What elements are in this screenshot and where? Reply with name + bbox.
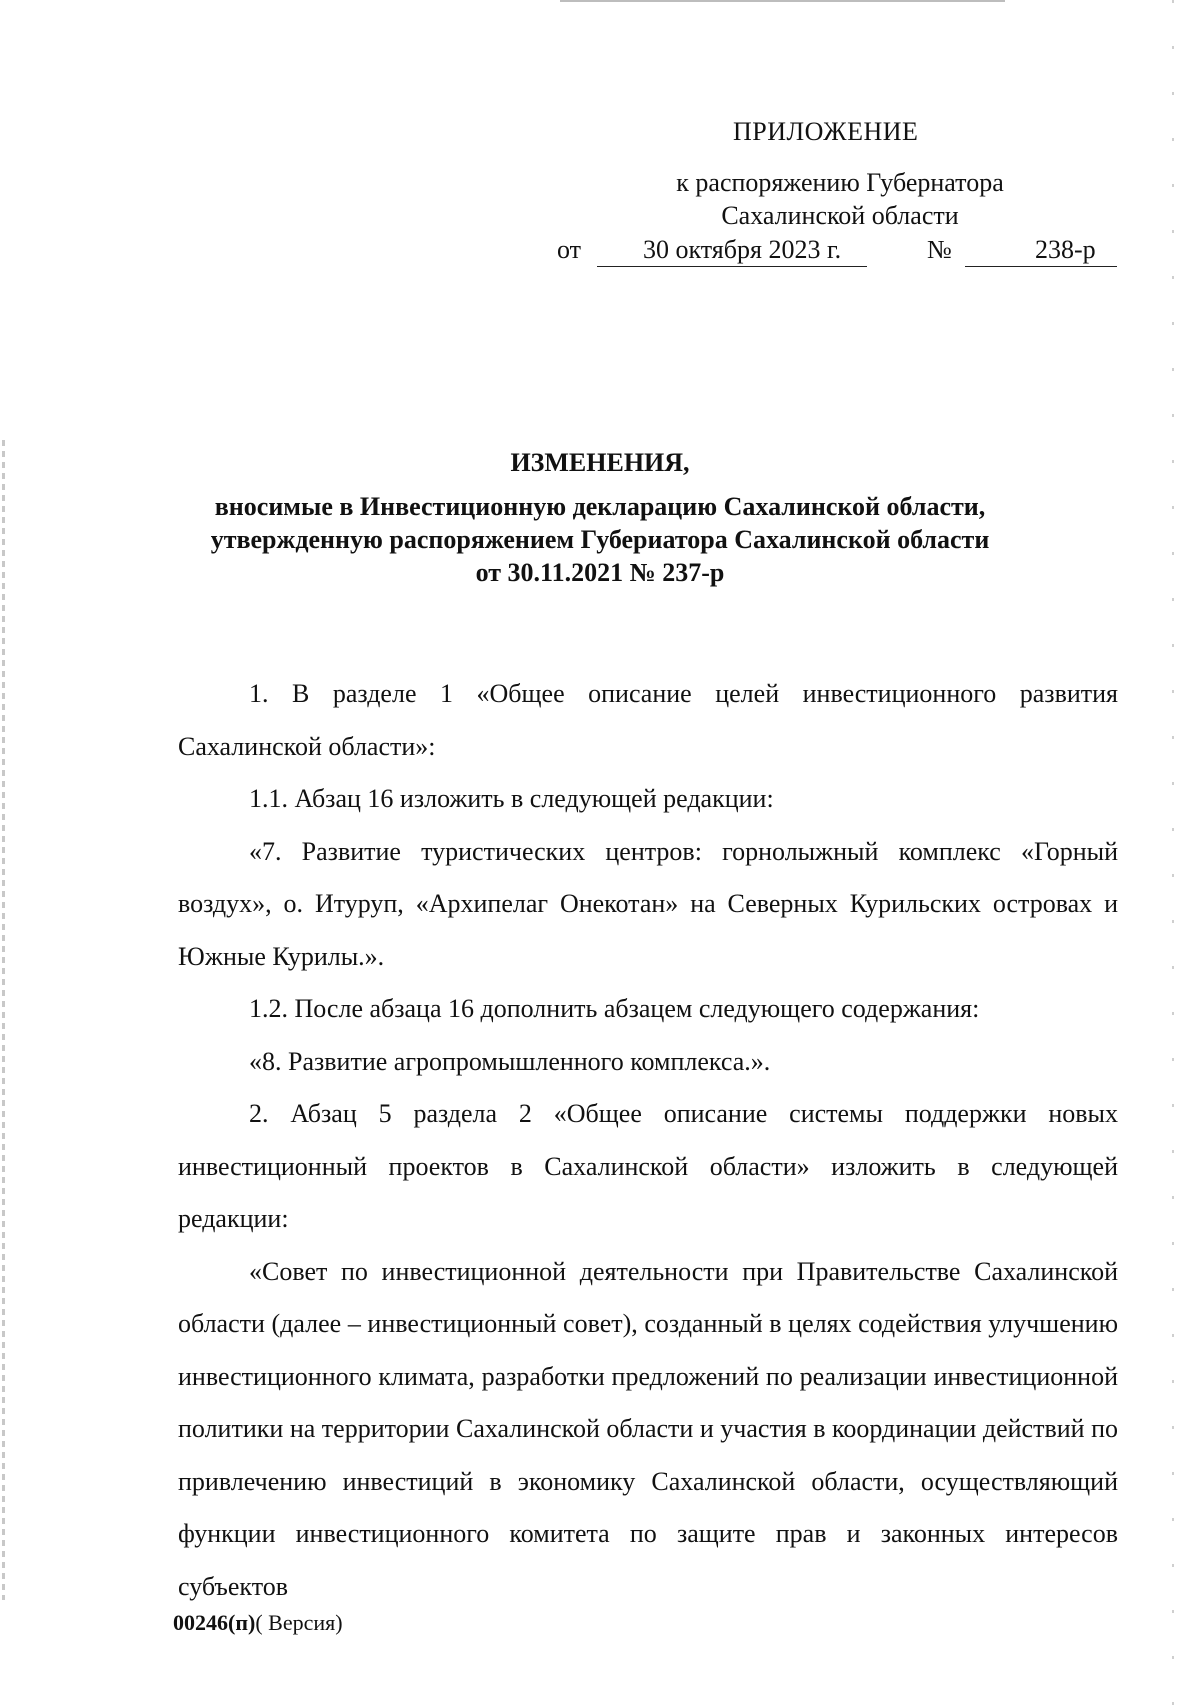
number-label: № [927,235,952,264]
date-underline [597,266,867,267]
document-body [178,668,1118,1613]
header-line-2: Сахалинской области [721,201,959,230]
number-underline [965,266,1117,267]
appendix-label: ПРИЛОЖЕНИЕ [733,117,919,146]
paragraph: 1. В разделе 1 «Общее описание целей инвестиционного развития Сахалинской области»: [178,679,1118,761]
scan-right-edge [1172,0,1174,1705]
title-line-3: от 30.11.2021 № 237-р [475,558,725,587]
from-label: от [557,235,582,264]
paragraph: 1.1. Абзац 16 изложить в следующей редакции: [249,784,774,813]
header-line-1: к распоряжению Губернатора [676,168,1004,197]
scan-left-edge [2,440,5,1600]
document-heading: ИЗМЕНЕНИЯ, [510,448,690,477]
paragraph: «7. Развитие туристических центров: горнолыжный комплекс «Горный воздух», о. Итуруп, «Архипелаг Онекотан» на Северных Курильских островах и Южные Курилы.». [178,836,1118,971]
paragraph: 2. Абзац 5 раздела 2 «Общее описание системы поддержки новых инвестиционный проектов в Сахалинской области» изложить в следующей редакции: [178,1099,1118,1233]
order-number: 238-р [1035,235,1096,264]
paragraph: 1.2. После абзаца 16 дополнить абзацем следующего содержания: [249,994,980,1023]
paragraph: «Совет по инвестиционной деятельности при Правительстве Сахалинской области (далее – инвестиционный совет), созданный в целях содействия улучшению инвестиционного климата, разработки предложений по реализации инвестиционной политики на территории Сахалинской области и участия в координации действий по привлечению инвестиций в экономику Сахалинской области, осуществляющий функции инвестиционного комитета по защите прав и законных интересов субъектов [178,1256,1118,1601]
footer-version [173,1610,343,1636]
paragraph: «8. Развитие агропромышленного комплекса.». [249,1046,771,1076]
title-line-1: вносимые в Инвестиционную декларацию Сахалинской области, [214,492,986,521]
footer-version-label: ( Версия) [255,1610,343,1635]
scan-top-rule [560,0,1005,2]
order-date: 30 октября 2023 г. [643,235,842,264]
header-date-number-line [557,235,1117,269]
title-line-2: утвержденную распоряжением Губериатора Сахалинской области [210,525,990,554]
footer-code: 00246(п) [173,1610,256,1635]
